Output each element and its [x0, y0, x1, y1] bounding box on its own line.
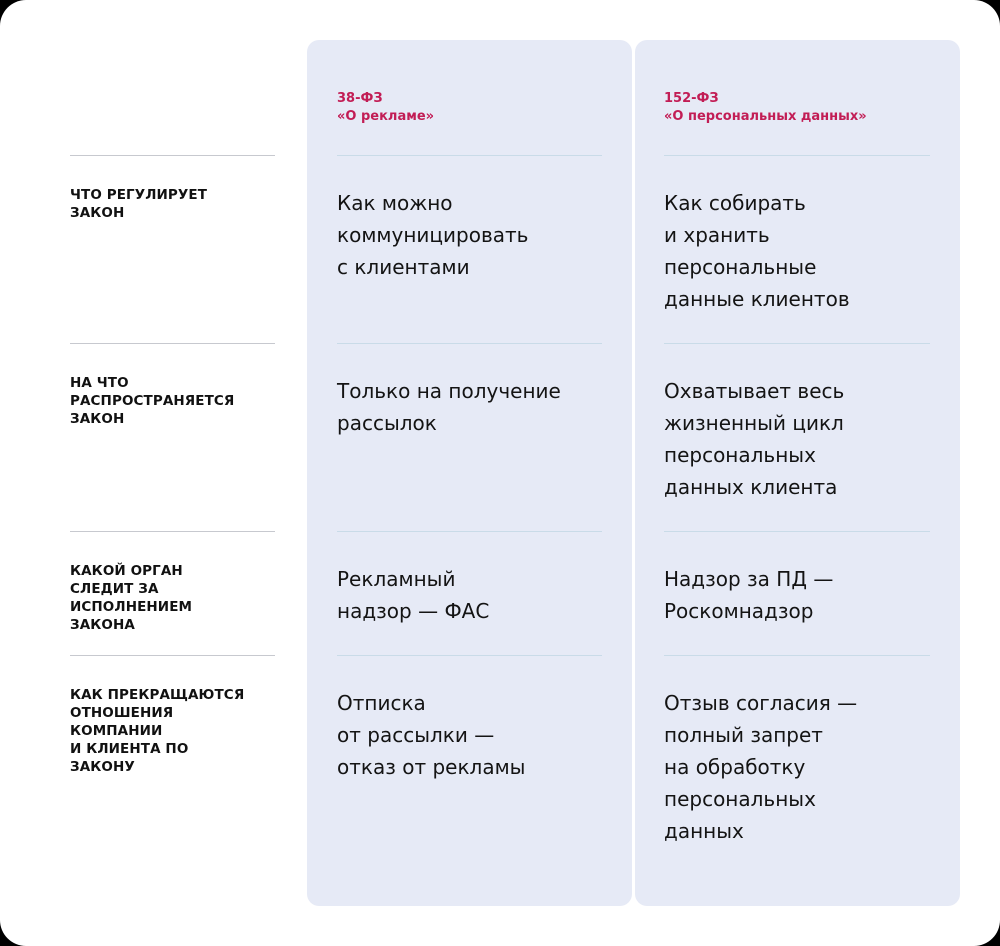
- row-divider: [664, 531, 930, 532]
- row-divider: [337, 155, 602, 156]
- ad-law-scope: Только на получение рассылок: [337, 379, 561, 435]
- row-divider: [664, 343, 930, 344]
- row-divider: [337, 655, 602, 656]
- row-divider: [70, 343, 275, 344]
- pd-law-number: 152-ФЗ: [664, 91, 719, 106]
- pd-law-scope: Охватывает весь жизненный цикл персональных данных клиента: [664, 379, 845, 499]
- pd-law-regulates: Как собирать и хранить персональные данные клиентов: [664, 191, 850, 311]
- ad-law-header: [337, 90, 434, 126]
- ad-law-supervisor: Рекламный надзор — ФАС: [337, 567, 490, 623]
- row-divider: [664, 155, 930, 156]
- ad-law-title: «О рекламе»: [337, 109, 435, 124]
- row-label-scope: НА ЧТО РАСПРОСТРАНЯЕТСЯ ЗАКОН: [70, 375, 235, 427]
- row-divider: [337, 531, 602, 532]
- pd-law-termination: Отзыв согласия — полный запрет на обработку персональных данных: [664, 691, 858, 843]
- row-label-termination: КАК ПРЕКРАЩАЮТСЯ ОТНОШЕНИЯ КОМПАНИИ И КЛИЕНТА ПО ЗАКОНУ: [70, 687, 245, 775]
- pd-law-header: [664, 90, 867, 126]
- row-divider: [70, 155, 275, 156]
- row-divider: [70, 531, 275, 532]
- row-divider: [70, 655, 275, 656]
- row-divider: [664, 655, 930, 656]
- pd-law-title: «О персональных данных»: [664, 109, 867, 124]
- row-label-supervisor: КАКОЙ ОРГАН СЛЕДИТ ЗА ИСПОЛНЕНИЕМ ЗАКОНА: [70, 563, 193, 633]
- ad-law-termination: Отписка от рассылки — отказ от рекламы: [337, 691, 526, 779]
- row-divider: [337, 343, 602, 344]
- row-label-regulates: ЧТО РЕГУЛИРУЕТ ЗАКОН: [70, 187, 208, 221]
- ad-law-number: 38-ФЗ: [337, 91, 383, 106]
- ad-law-regulates: Как можно коммуницировать с клиентами: [337, 191, 529, 279]
- pd-law-supervisor: Надзор за ПД — Роскомнадзор: [664, 567, 834, 623]
